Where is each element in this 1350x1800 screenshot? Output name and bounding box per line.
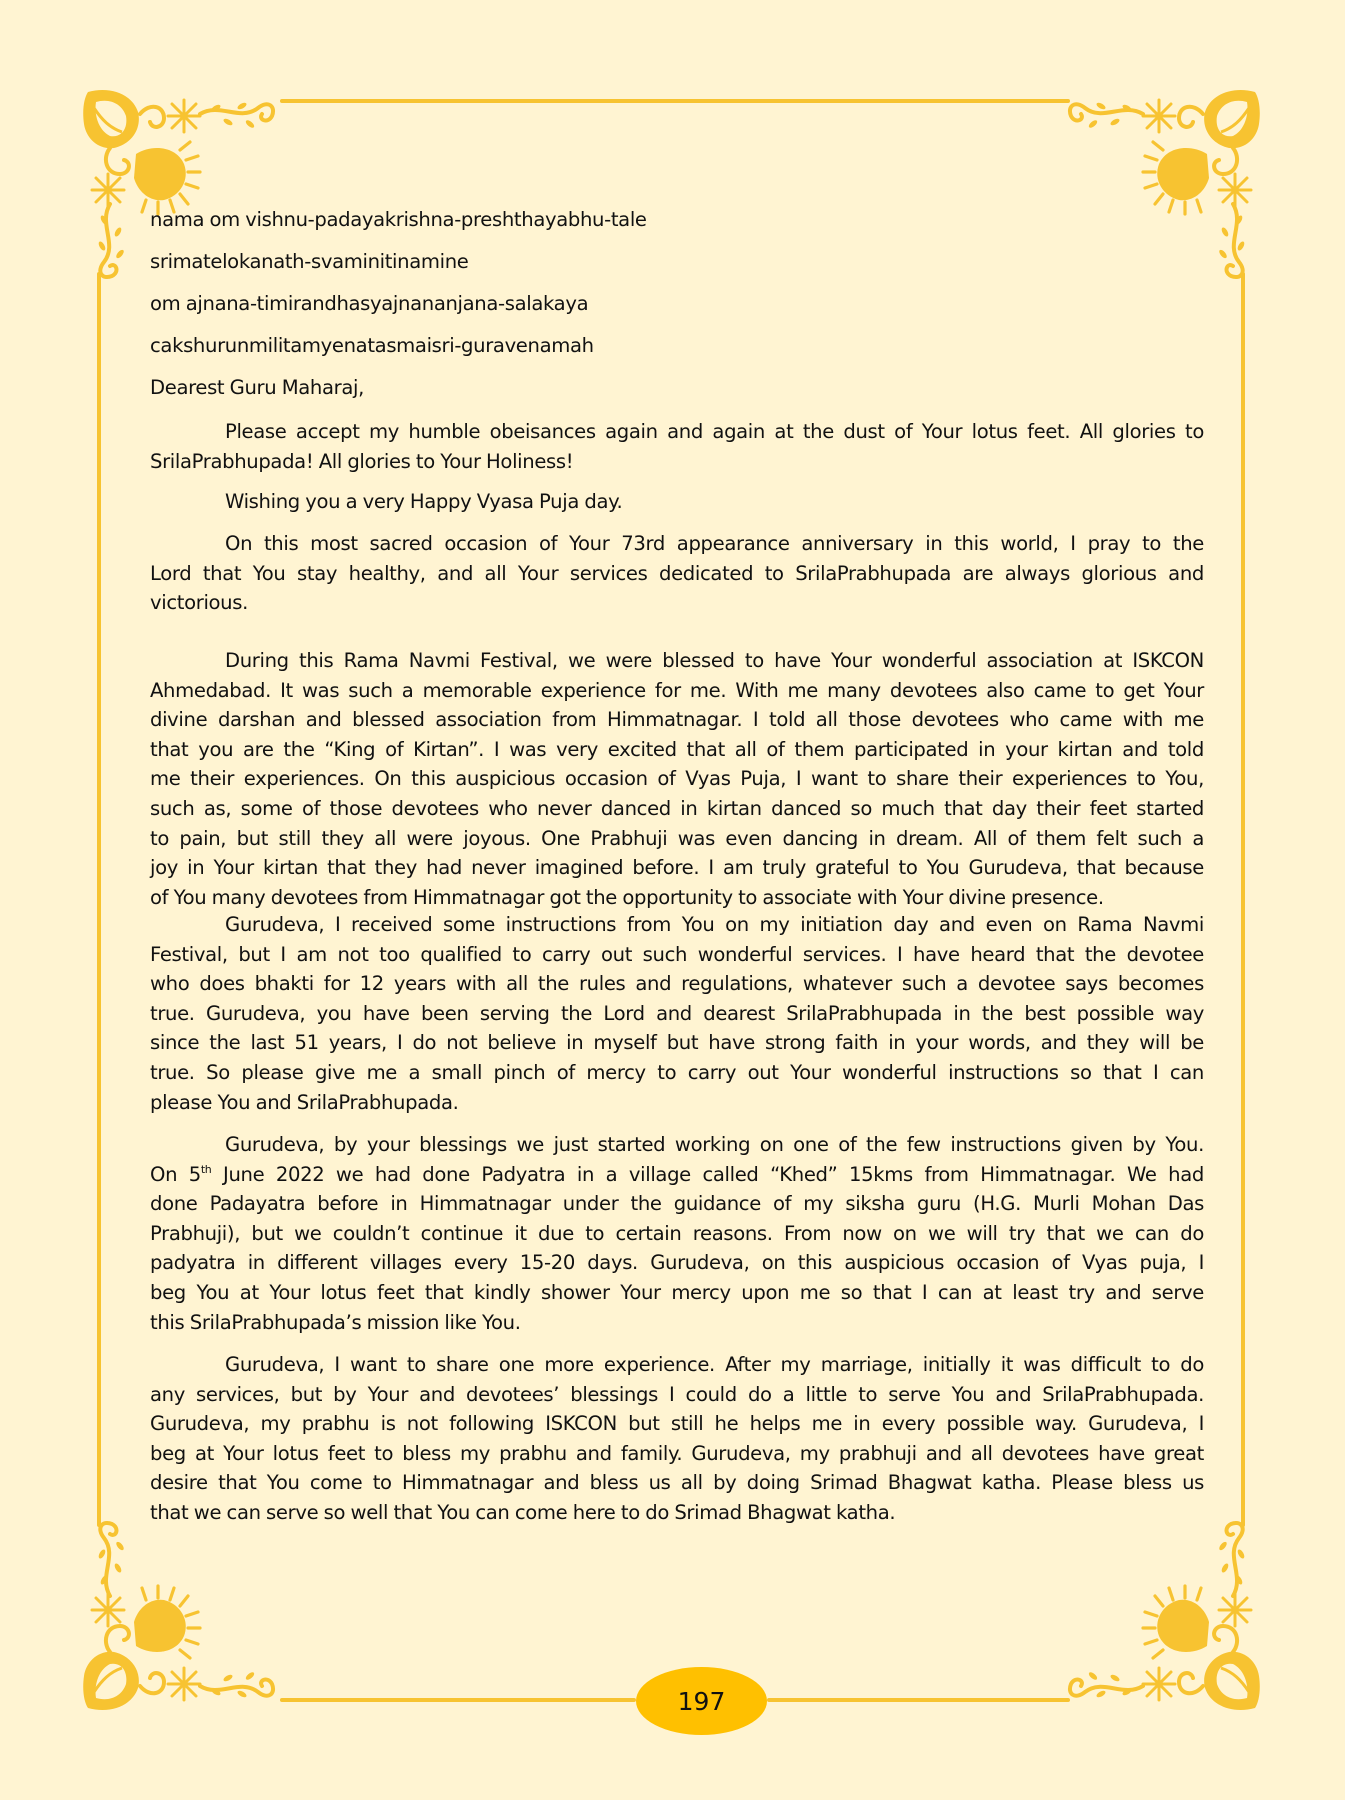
border-left-line <box>97 272 101 1527</box>
paragraph-line: Gurudeva, I received some instructions from You on my initiation day and even on Rama Navmi <box>225 913 1204 936</box>
paragraph-line: of You many devotees from Himmatnagar got the opportunity to associate with Your divine presence. <box>150 885 1104 909</box>
paragraph-line: During this Rama Navmi Festival, we were blessed to have Your wonderful association at ISKCON <box>225 649 1204 672</box>
paragraph-line: true. Gurudeva, you have been serving the Lord and dearest SrilaPrabhupada in the best possible way <box>150 1001 1204 1025</box>
paragraph-line: victorious. <box>150 591 248 615</box>
paragraph-line: beg at Your lotus feet to bless my prabhu and family. Gurudeva, my prabhuji and all devotees have great <box>150 1441 1204 1465</box>
paragraph-line: SrilaPrabhupada! All glories to Your Holiness! <box>150 449 574 473</box>
corner-ornament-bottom-left-icon <box>80 1516 280 1716</box>
paragraph-line: that you are the “King of Kirtan”. I was very excited that all of them participated in your kirtan and told <box>150 737 1204 761</box>
paragraph-line: desire that You come to Himmatnagar and bless us all by doing Srimad Bhagwat katha. Please bless us <box>150 1471 1204 1495</box>
ordinal-suffix: th <box>200 1162 212 1176</box>
paragraph-line: On 5th June 2022 we had done Padyatra in a village called “Khed” 15kms from Himmatnagar. We had <box>150 1162 1204 1186</box>
paragraph-line: this SrilaPrabhupada’s mission like You. <box>150 1310 521 1334</box>
paragraph-line: beg You at Your lotus feet that kindly shower Your mercy upon me so that I can at least try and serve <box>150 1281 1204 1304</box>
paragraph-line: done Padayatra before in Himmatnagar under the guidance of my siksha guru (H.G. Murli Mohan Das <box>150 1192 1204 1216</box>
paragraph-line: Gurudeva, my prabhu is not following ISKCON but still he helps me in every possible way. Gurudeva, I <box>150 1412 1204 1436</box>
border-bottom-line-right <box>767 1698 1070 1702</box>
paragraph-line: any services, but by Your and devotees’ blessings I could do a little to serve You and SrilaPrabhupada. <box>150 1382 1204 1406</box>
page-number-badge <box>636 1667 767 1735</box>
paragraph-line: Ahmedabad. It was such a memorable experience for me. With me many devotees also came to get Your <box>150 678 1204 702</box>
paragraph-line: since the last 51 years, I do not believe in myself but have strong faith in your words, and they will be <box>150 1031 1204 1055</box>
paragraph-line: Please accept my humble obeisances again and again at the dust of Your lotus feet. All glories to <box>225 420 1204 443</box>
border-top-line <box>280 99 1070 103</box>
paragraph-line: On this most sacred occasion of Your 73rd appearance anniversary in this world, I pray to the <box>225 532 1204 555</box>
paragraph-line: Gurudeva, by your blessings we just started working on one of the few instructions given by You. <box>225 1133 1204 1156</box>
paragraph-line: true. So please give me a small pinch of mercy to carry out Your wonderful instructions so that I can <box>150 1061 1204 1084</box>
paragraph-line: joy in Your kirtan that they had never imagined before. I am truly grateful to You Gurudeva, that because <box>150 856 1204 880</box>
paragraph-line: Prabhuji), but we couldn’t continue it due to certain reasons. From now on we will try that we can do <box>150 1221 1204 1245</box>
border-right-line <box>1241 272 1245 1527</box>
paragraph-line: Wishing you a very Happy Vyasa Puja day. <box>225 490 623 513</box>
invocation-line: cakshurunmilitamyenatasmaisri-guravenamah <box>150 334 594 357</box>
paragraph-line: divine darshan and blessed association from Himmatnagar. I told all those devotees who came with me <box>150 708 1204 732</box>
paragraph-line: me their experiences. On this auspicious occasion of Vyas Puja, I want to share their experiences to You, <box>150 767 1204 791</box>
salutation: Dearest Guru Maharaj, <box>150 376 364 399</box>
paragraph-line: such as, some of those devotees who never danced in kirtan danced so much that day their feet started <box>150 797 1204 820</box>
corner-ornament-bottom-right-icon <box>1063 1516 1263 1716</box>
paragraph-line: Gurudeva, I want to share one more experience. After my marriage, initially it was difficult to do <box>225 1353 1204 1376</box>
paragraph-line: to pain, but still they all were joyous. One Prabhuji was even dancing in dream. All of them felt such a <box>150 826 1204 850</box>
invocation-line: srimatelokanath-svaminitinamine <box>150 250 469 273</box>
paragraph-line: please You and SrilaPrabhupada. <box>150 1090 459 1114</box>
paragraph-line: Festival, but I am not too qualified to carry out such wonderful services. I have heard that the devotee <box>150 942 1204 966</box>
invocation-line: nama om vishnu-padayakrishna-preshthayabhu-tale <box>150 208 647 231</box>
border-bottom-line-left <box>280 1698 636 1702</box>
page-number: 197 <box>677 1686 726 1716</box>
invocation-line: om ajnana-timirandhasyajnananjana-salakaya <box>150 292 589 315</box>
paragraph-line: who does bhakti for 12 years with all the rules and regulations, whatever such a devotee says becomes <box>150 972 1204 996</box>
paragraph-line: that we can serve so well that You can come here to do Srimad Bhagwat katha. <box>150 1501 896 1524</box>
paragraph-line: Lord that You stay healthy, and all Your services dedicated to SrilaPrabhupada are always glorious and <box>150 561 1204 585</box>
paragraph-line: padyatra in different villages every 15-20 days. Gurudeva, on this auspicious occasion of Vyas puja, I <box>150 1251 1204 1275</box>
